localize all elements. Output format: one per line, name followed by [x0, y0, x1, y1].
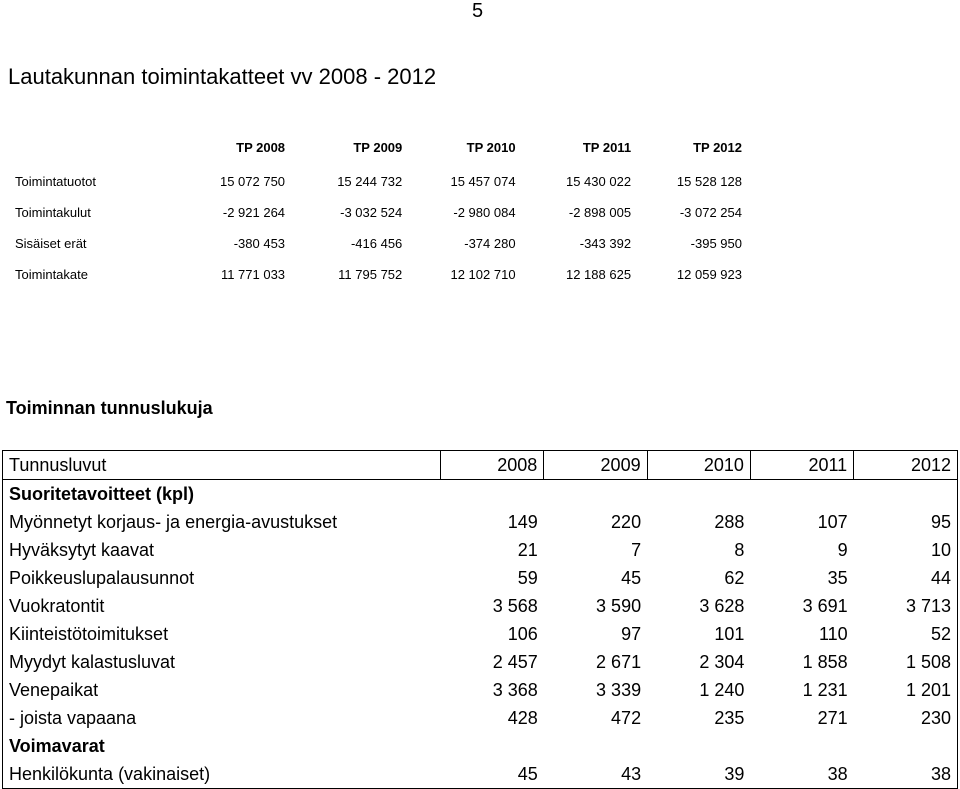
kpi-header-label: Tunnusluvut [3, 451, 441, 480]
financial-header-cell: TP 2011 [582, 139, 632, 155]
table-cell [750, 732, 853, 760]
table-cell [854, 732, 958, 760]
row-label: Myydyt kalastusluvat [9, 651, 176, 672]
table-cell [441, 732, 544, 760]
table-cell: 44 [930, 567, 951, 588]
table-row [0, 259, 760, 290]
row-label: Henkilökunta (vakinaiset) [9, 763, 211, 784]
financial-header-cell: TP 2012 [693, 139, 742, 155]
table-cell: -3 032 524 [340, 205, 403, 220]
table-cell: 39 [724, 763, 745, 784]
table-cell: 35 [827, 567, 848, 588]
table-cell: 8 [734, 539, 745, 560]
table-row [0, 197, 760, 228]
table-cell [647, 732, 750, 760]
kpi-table [2, 450, 958, 789]
table-row [3, 620, 958, 648]
table-cell: -380 453 [233, 236, 286, 251]
table-cell: -2 921 264 [222, 205, 286, 220]
table-cell: 45 [517, 763, 538, 784]
table-cell: 3 713 [905, 595, 951, 616]
row-label: Hyväksytyt kaavat [9, 539, 155, 560]
table-cell: 7 [631, 539, 642, 560]
table-cell: 12 059 923 [676, 267, 742, 282]
table-row [3, 732, 958, 760]
table-row [3, 508, 958, 536]
table-cell: 149 [507, 511, 538, 532]
table-cell: 428 [507, 707, 538, 728]
table-cell: 1 240 [699, 679, 745, 700]
table-cell: 52 [930, 623, 951, 644]
financial-header-cell: TP 2009 [353, 139, 403, 155]
table-row [3, 480, 958, 509]
table-cell: 1 508 [905, 651, 951, 672]
table-cell: 15 457 074 [450, 174, 516, 189]
kpi-header-year: 2010 [647, 451, 750, 480]
table-cell: 101 [714, 623, 745, 644]
table-cell: 62 [724, 567, 745, 588]
table-cell [647, 480, 750, 509]
row-label: Sisäiset erät [15, 236, 87, 251]
table-cell: 3 590 [596, 595, 642, 616]
row-label: Toimintatuotot [15, 174, 96, 189]
table-cell: 95 [930, 511, 951, 532]
table-cell: -2 980 084 [453, 205, 516, 220]
table-cell: 15 430 022 [565, 174, 632, 189]
table-row [3, 676, 958, 704]
kpi-header-year: 2008 [441, 451, 544, 480]
table-row [3, 648, 958, 676]
row-label: - joista vapaana [9, 707, 137, 728]
table-cell: 1 858 [802, 651, 848, 672]
table-cell [854, 480, 958, 509]
table-row [3, 704, 958, 732]
table-row [0, 166, 760, 197]
table-cell: 2 304 [699, 651, 745, 672]
table-cell: -3 072 254 [679, 205, 742, 220]
table-cell: 15 072 750 [219, 174, 286, 189]
table-cell [544, 732, 647, 760]
table-cell: 11 771 033 [220, 267, 286, 282]
kpi-table-header [3, 451, 958, 480]
row-label: Voimavarat [9, 735, 105, 756]
table-row [3, 536, 958, 564]
table-cell: 97 [621, 623, 642, 644]
row-label: Toimintakulut [15, 205, 91, 220]
table-cell: 2 457 [492, 651, 538, 672]
table-cell: 107 [817, 511, 848, 532]
table-row [3, 564, 958, 592]
table-cell: 106 [507, 623, 538, 644]
row-label: Toimintakate [15, 267, 88, 282]
table-cell [441, 480, 544, 509]
table-cell: 3 368 [492, 679, 538, 700]
table-cell: 3 339 [596, 679, 642, 700]
table-cell: -395 950 [690, 236, 742, 251]
financial-header-cell: TP 2008 [236, 139, 286, 155]
table-cell: -374 280 [464, 236, 516, 251]
table-row [0, 228, 760, 259]
table-cell: 21 [517, 539, 538, 560]
table-cell: 9 [837, 539, 848, 560]
table-row [3, 592, 958, 620]
row-label: Venepaikat [9, 679, 99, 700]
table-cell: 110 [818, 623, 848, 644]
kpi-title: Toiminnan tunnuslukuja [6, 398, 213, 418]
table-cell: 3 568 [492, 595, 538, 616]
table-cell: -2 898 005 [568, 205, 632, 220]
table-cell: 1 231 [802, 679, 848, 700]
row-label: Myönnetyt korjaus- ja energia-avustukset [9, 511, 338, 532]
table-cell: 3 628 [699, 595, 745, 616]
table-cell: 2 671 [596, 651, 642, 672]
table-cell: 38 [827, 763, 848, 784]
row-label: Poikkeuslupalausunnot [9, 567, 195, 588]
table-cell [750, 480, 853, 509]
row-label: Kiinteistötoimitukset [9, 623, 169, 644]
row-label: Suoritetavoitteet (kpl) [9, 483, 195, 504]
page-number: 5 [472, 0, 484, 22]
kpi-header-year: 2009 [544, 451, 647, 480]
table-cell: 12 188 625 [565, 267, 632, 282]
section-title: Lautakunnan toimintakatteet vv 2008 - 2012 [8, 64, 437, 89]
table-cell: 59 [517, 567, 538, 588]
table-cell: 3 691 [802, 595, 848, 616]
table-cell: -343 392 [579, 236, 632, 251]
kpi-header-year: 2011 [750, 451, 853, 480]
table-cell: -416 456 [350, 236, 403, 251]
financial-table-header [0, 128, 760, 166]
table-cell: 235 [714, 707, 745, 728]
financial-header-cell: TP 2010 [466, 139, 516, 155]
financial-header-empty [0, 128, 176, 166]
table-cell: 45 [621, 567, 642, 588]
financial-table [0, 128, 760, 290]
table-cell: 15 528 128 [676, 174, 742, 189]
table-cell: 15 244 732 [337, 174, 403, 189]
table-cell: 1 201 [905, 679, 951, 700]
kpi-header-year: 2012 [854, 451, 958, 480]
table-cell: 11 795 752 [338, 267, 403, 282]
table-cell: 271 [817, 707, 848, 728]
table-cell: 43 [621, 763, 642, 784]
table-row [3, 760, 958, 789]
table-cell: 10 [930, 539, 951, 560]
table-cell: 220 [611, 511, 642, 532]
row-label: Vuokratontit [9, 595, 105, 616]
table-cell [544, 480, 647, 509]
table-cell: 230 [920, 707, 951, 728]
table-cell: 288 [714, 511, 745, 532]
table-cell: 38 [930, 763, 951, 784]
table-cell: 472 [611, 707, 642, 728]
table-cell: 12 102 710 [450, 267, 516, 282]
